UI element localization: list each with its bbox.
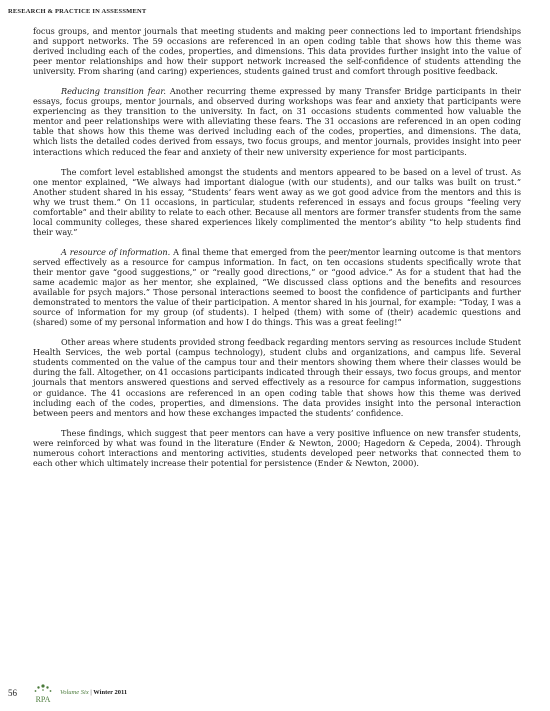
- paragraph-5: Other areas where students provided strong feedback regarding mentors serving as resources include Student Health Services, the web portal (campus technology), student clubs and organizations, and campus life. Several students commented on the value of the campus tour and their mentors showing them where their classes would be during the fall. Altogether, on 41 occasions participants indicated through their essays, two focus groups, and mentor journals that mentors answered questions and served effectively as a resource for campus information, suggestions or guidance. The 41 occasions are referenced in an open coding table that shows how this theme was derived including each of the codes, properties, and dimensions. The data provides insight into the personal interaction between peers and mentors and how these exchanges impacted the students’ confidence.: [33, 337, 521, 418]
- article-body: [33, 26, 521, 478]
- paragraph-4: A resource of information. A final theme that emerged from the peer/mentor learning outcome is that mentors served effectively as a resource for campus information. In fact, on ten occasions students specifically wrote that their mentor gave “good suggestions,” or “really good directions,” or “good advice.” As for a student that had the same academic major as her mentor, she explained, “We discussed class options and the benefits and resources available for psych majors.” Those personal interactions seemed to boost the confidence of participants and further demonstrated to mentors the value of their participation. A mentor shared in his journal, for example: “Today, I was a source of information for my group (of students). I helped (them) with some of (their) academic questions and (shared) some of my personal information and how I do things. This was a great feeling!”: [33, 246, 521, 328]
- svg-text:RPA: RPA: [35, 695, 51, 704]
- running-head: RESEARCH & PRACTICE IN ASSESSMENT: [8, 8, 147, 15]
- volume-label: Volume Six: [60, 689, 89, 696]
- page-footer: [8, 683, 528, 707]
- paragraph-1: focus groups, and mentor journals that meeting students and making peer connections led to important friendships and support networks. The 59 occasions are referenced in an open coding table that shows how this theme was derived including each of the codes, properties, and dimensions. This data provides further insight into the value of peer mentor relationships and how their support network increased the self-confidence of students attending the university. From sharing (and caring) experiences, students gained trust and comfort through positive feedback.: [33, 26, 521, 77]
- paragraph-6: These findings, which suggest that peer mentors can have a very positive influence on new transfer students, were reinforced by what was found in the literature (Ender & Newton, 2000; Hagedorn & Cepeda, 2004). Through numerous cohort interactions and mentoring activities, students developed peer networks that connected them to each other which ultimately increase their potential for persistence (Ender & Newton, 2000).: [33, 427, 521, 468]
- subheading-resource-of-information: A resource of information.: [61, 246, 171, 257]
- footer-separator: |: [88, 689, 94, 696]
- rpa-logo-icon: [30, 683, 56, 705]
- issue-season: Winter 2011: [93, 689, 128, 696]
- page-number: 56: [8, 688, 17, 698]
- journal-info: [60, 689, 127, 696]
- paragraph-3: The comfort level established amongst the students and mentors appeared to be based on a level of trust. As one mentor explained, “We always had important dialogue (with our students), and our talks was built on trust.” Another student shared in his essay, “Students’ fears went away as we got good advice from the mentors and this is why we trust them.” On 11 occasions, in particular, students referenced in essays and focus groups “feeling very comfortable” and their ability to relate to each other. Because all mentors are former transfer students from the same local community colleges, these shared experiences likely complimented the mentor’s ability “to help students find their way.”: [33, 166, 521, 237]
- paragraph-2: Reducing transition fear. Another recurring theme expressed by many Transfer Bridge participants in their essays, focus groups, mentor journals, and observed during workshops was fear and anxiety that participants were experiencing as they transition to the university. In fact, on 31 occasions students commented how valuable the mentor and peer relationships were with alleviating these fears. The 31 occasions are referenced in an open coding table that shows how this theme was derived including each of the codes, properties, and dimensions. The data, which lists the detailed codes derived from essays, two focus groups, and mentor journals, provides insight into peer interactions which reduced the fear and anxiety of their new university experience for most participants.: [33, 86, 522, 157]
- subheading-reducing-transition-fear: Reducing transition fear.: [61, 86, 166, 97]
